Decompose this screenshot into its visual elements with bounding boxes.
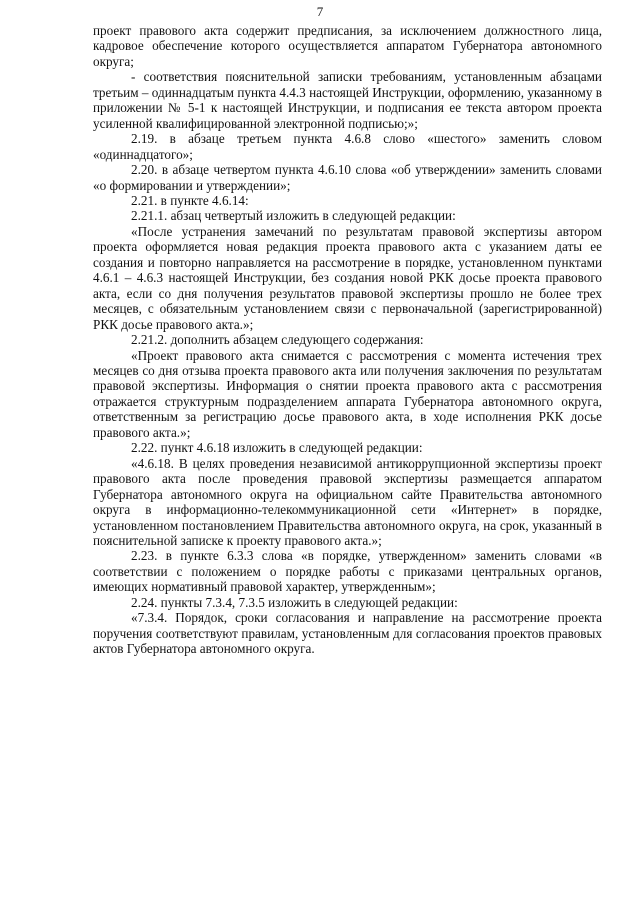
document-body bbox=[93, 23, 602, 657]
paragraph-7: «После устранения замечаний по результатам правовой экспертизы автором проекта оформляется новая редакция проекта правового акта с указанием даты ее создания и повторно направляется на рассмотрение в порядке, установленном пунктами 4.6.1 – 4.6.3 настоящей Инструкции, без создания новой РКК досье проекта правового акта, если со дня получения результатов правовой экспертизы прошло не более трех месяцев, с обязательным установлением связи с первоначальной (зарегистрированной) РКК досье правового акта.»; bbox=[93, 223, 602, 332]
paragraph-6: 2.21.1. абзац четвертый изложить в следующей редакции: bbox=[131, 208, 456, 224]
paragraph-10: 2.22. пункт 4.6.18 изложить в следующей редакции: bbox=[131, 440, 423, 456]
paragraph-2: - соответствия пояснительной записки требованиям, установленным абзацами третьим – одиннадцатым пункта 4.4.3 настоящей Инструкции, оформлению, указанному в приложении № 5-1 к настоящей Инструкции, и подписания ее текста автором проекта усиленной квалифицированной электронной подписью;»; bbox=[93, 69, 602, 131]
paragraph-11: «4.6.18. В целях проведения независимой антикоррупционной экспертизы проект правового акта после проведения правовой экспертизы размещается аппаратом Губернатора автономного округа на официальном сайте Правительства автономного округа в информационно-телекоммуникационной сети «Интернет» в порядке, установленном постановлением Правительства автономного округа, на срок, указанный в пояснительной записке к проекту правового акта.»; bbox=[93, 455, 602, 548]
paragraph-5: 2.21. в пункте 4.6.14: bbox=[131, 192, 249, 208]
paragraph-4: 2.20. в абзаце четвертом пункта 4.6.10 слова «об утверждении» заменить словами «о формировании и утверждении»; bbox=[93, 162, 602, 193]
paragraph-12: 2.23. в пункте 6.3.3 слова «в порядке, утвержденном» заменить словами «в соответствии с положением о порядке работы с приказами центральных органов, имеющих нормативный правовой характер, утвержденным»; bbox=[93, 548, 602, 595]
paragraph-9: «Проект правового акта снимается с рассмотрения с момента истечения трех месяцев со дня отзыва проекта правового акта или получения заключения по результатам правовой экспертизы. Информация о снятии проекта правового акта с рассмотрения отражается структурным подразделением аппарата Губернатора автономного округа, ответственным за регистрацию досье правового акта, в ходе исполнения РКК досье правового акта.»; bbox=[93, 347, 602, 440]
paragraph-13: 2.24. пункты 7.3.4, 7.3.5 изложить в следующей редакции: bbox=[131, 594, 458, 610]
page-number: 7 bbox=[316, 4, 324, 19]
paragraph-3: 2.19. в абзаце третьем пункта 4.6.8 слово «шестого» заменить словом «одиннадцатого»; bbox=[93, 131, 602, 162]
paragraph-1: проект правового акта содержит предписания, за исключением должностного лица, кадровое обеспечение которого осуществляется аппаратом Губернатора автономного округа; bbox=[93, 23, 602, 69]
paragraph-14: «7.3.4. Порядок, сроки согласования и направление на рассмотрение проекта поручения соответствуют правилам, установленным для согласования проектов правовых актов Губернатора автономного округа. bbox=[93, 610, 602, 657]
paragraph-8: 2.21.2. дополнить абзацем следующего содержания: bbox=[131, 332, 424, 348]
